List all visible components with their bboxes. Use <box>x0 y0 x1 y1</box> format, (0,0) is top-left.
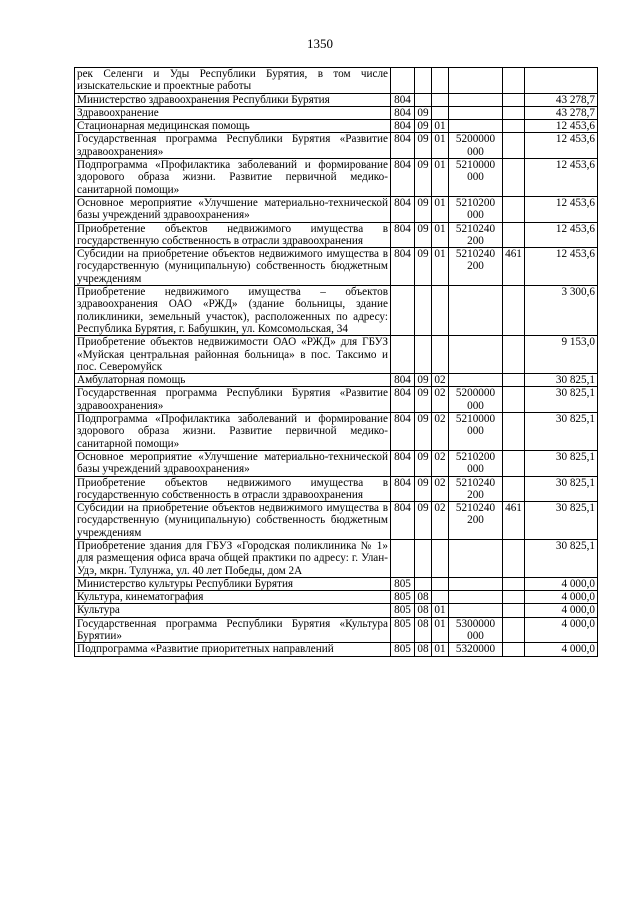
row-csr-cell <box>449 539 503 577</box>
row-vr-cell <box>503 106 525 119</box>
row-pr-cell <box>432 539 449 577</box>
row-name-cell: Субсидии на приобретение объектов недвижимого имущества в государственную (муниципальную) собственность бюджетным учреждениям <box>75 248 391 286</box>
row-name-cell: Государственная программа Республики Бурятия «Культура Бурятии» <box>75 617 391 643</box>
row-csr-cell: 5210240 200 <box>449 222 503 248</box>
row-vr-cell <box>503 604 525 617</box>
row-pr-cell: 01 <box>432 133 449 159</box>
budget-table <box>74 67 598 657</box>
row-name-cell: Государственная программа Республики Бурятия «Развитие здравоохранения» <box>75 133 391 159</box>
row-vr-cell <box>503 286 525 336</box>
row-ved-cell <box>391 286 415 336</box>
row-sum-cell: 30 825,1 <box>525 502 598 540</box>
row-vr-cell <box>503 93 525 106</box>
row-pr-cell <box>432 336 449 374</box>
row-csr-cell <box>449 106 503 119</box>
row-csr-cell <box>449 93 503 106</box>
row-sum-cell: 43 278,7 <box>525 106 598 119</box>
row-vr-cell <box>503 413 525 451</box>
row-name-cell: Министерство культуры Республики Бурятия <box>75 577 391 590</box>
row-rz-cell <box>415 93 432 106</box>
row-name-cell: Подпрограмма «Профилактика заболеваний и формирование здорового образа жизни. Развитие первичной медико-санитарной помощи» <box>75 413 391 451</box>
row-pr-cell <box>432 286 449 336</box>
row-ved-cell: 804 <box>391 120 415 133</box>
row-ved-cell <box>391 539 415 577</box>
row-rz-cell: 08 <box>415 617 432 643</box>
row-vr-cell <box>503 617 525 643</box>
row-vr-cell: 461 <box>503 502 525 540</box>
table-row <box>75 387 598 413</box>
row-rz-cell: 09 <box>415 374 432 387</box>
table-row <box>75 120 598 133</box>
row-vr-cell <box>503 591 525 604</box>
row-name-cell: Подпрограмма «Профилактика заболеваний и формирование здорового образа жизни. Развитие первичной медико-санитарной помощи» <box>75 159 391 197</box>
row-name-cell: Приобретение здания для ГБУЗ «Городская поликлиника № 1» для размещения офиса врача общей практики по адресу: г. Улан-Удэ, мкрн. Тулунжа, ул. 40 лет Победы, дом 2А <box>75 539 391 577</box>
row-name-cell: Культура, кинематография <box>75 591 391 604</box>
row-sum-cell: 12 453,6 <box>525 222 598 248</box>
row-sum-cell: 43 278,7 <box>525 93 598 106</box>
row-name-cell: Стационарная медицинская помощь <box>75 120 391 133</box>
row-pr-cell <box>432 93 449 106</box>
row-ved-cell: 805 <box>391 591 415 604</box>
row-csr-cell <box>449 591 503 604</box>
row-vr-cell <box>503 222 525 248</box>
row-pr-cell: 02 <box>432 476 449 502</box>
row-name-cell: Подпрограмма «Развитие приоритетных направлений <box>75 643 391 656</box>
row-name-cell: Государственная программа Республики Бурятия «Развитие здравоохранения» <box>75 387 391 413</box>
row-sum-cell: 12 453,6 <box>525 196 598 222</box>
row-rz-cell: 08 <box>415 643 432 656</box>
row-name-cell: Основное мероприятие «Улучшение материально-технической базы учреждений здравоохранения» <box>75 450 391 476</box>
row-rz-cell: 09 <box>415 413 432 451</box>
table-row <box>75 222 598 248</box>
row-sum-cell: 4 000,0 <box>525 643 598 656</box>
row-ved-cell: 805 <box>391 577 415 590</box>
row-pr-cell <box>432 68 449 94</box>
row-name-cell: Здравоохранение <box>75 106 391 119</box>
row-pr-cell: 02 <box>432 374 449 387</box>
row-pr-cell: 01 <box>432 120 449 133</box>
table-row <box>75 643 598 656</box>
table-row <box>75 502 598 540</box>
table-row <box>75 286 598 336</box>
row-sum-cell: 3 300,6 <box>525 286 598 336</box>
row-sum-cell: 30 825,1 <box>525 374 598 387</box>
table-row <box>75 248 598 286</box>
table-row <box>75 577 598 590</box>
row-rz-cell: 09 <box>415 248 432 286</box>
row-sum-cell: 30 825,1 <box>525 413 598 451</box>
row-sum-cell: 30 825,1 <box>525 476 598 502</box>
row-pr-cell <box>432 577 449 590</box>
table-row <box>75 133 598 159</box>
row-rz-cell: 08 <box>415 591 432 604</box>
row-name-cell: Приобретение недвижимого имущества – объектов здравоохранения ОАО «РЖД» (здание больницы, здание поликлиники, земельный участок), расположенных по адресу: Республика Бурятия, г. Бабушкин, ул. Комсомольская, 34 <box>75 286 391 336</box>
row-ved-cell: 804 <box>391 196 415 222</box>
table-row <box>75 196 598 222</box>
row-vr-cell <box>503 133 525 159</box>
row-rz-cell: 09 <box>415 387 432 413</box>
table-row <box>75 604 598 617</box>
row-vr-cell <box>503 643 525 656</box>
row-pr-cell: 02 <box>432 450 449 476</box>
row-csr-cell: 5300000 000 <box>449 617 503 643</box>
row-sum-cell: 4 000,0 <box>525 577 598 590</box>
row-vr-cell <box>503 387 525 413</box>
row-name-cell: рек Селенги и Уды Республики Бурятия, в том числе изыскательские и проектные работы <box>75 68 391 94</box>
row-csr-cell <box>449 68 503 94</box>
table-row <box>75 617 598 643</box>
row-ved-cell: 804 <box>391 387 415 413</box>
row-pr-cell: 01 <box>432 159 449 197</box>
row-sum-cell: 4 000,0 <box>525 604 598 617</box>
row-vr-cell <box>503 476 525 502</box>
row-csr-cell: 5210240 200 <box>449 476 503 502</box>
row-name-cell: Амбулаторная помощь <box>75 374 391 387</box>
page-number: 1350 <box>307 36 333 51</box>
row-csr-cell: 5210240 200 <box>449 502 503 540</box>
row-ved-cell: 804 <box>391 450 415 476</box>
row-name-cell: Приобретение объектов недвижимого имущества в государственную собственность в отрасли здравоохранения <box>75 222 391 248</box>
row-name-cell: Министерство здравоохранения Республики Бурятия <box>75 93 391 106</box>
row-ved-cell: 805 <box>391 643 415 656</box>
row-name-cell: Приобретение объектов недвижимости ОАО «РЖД» для ГБУЗ «Муйская центральная районная больница» в пос. Таксимо и пос. Северомуйск <box>75 336 391 374</box>
row-ved-cell: 804 <box>391 476 415 502</box>
row-pr-cell: 01 <box>432 643 449 656</box>
row-csr-cell: 5200000 000 <box>449 387 503 413</box>
row-pr-cell <box>432 106 449 119</box>
row-ved-cell: 804 <box>391 106 415 119</box>
row-sum-cell: 4 000,0 <box>525 617 598 643</box>
row-csr-cell: 5210240 200 <box>449 248 503 286</box>
row-vr-cell <box>503 68 525 94</box>
row-rz-cell: 09 <box>415 120 432 133</box>
row-vr-cell <box>503 539 525 577</box>
table-row <box>75 159 598 197</box>
row-vr-cell <box>503 196 525 222</box>
row-rz-cell: 09 <box>415 450 432 476</box>
row-rz-cell <box>415 286 432 336</box>
table-row <box>75 539 598 577</box>
row-vr-cell <box>503 450 525 476</box>
row-rz-cell: 09 <box>415 196 432 222</box>
row-csr-cell: 5210200 000 <box>449 450 503 476</box>
row-csr-cell: 5320000 <box>449 643 503 656</box>
row-vr-cell <box>503 120 525 133</box>
row-vr-cell <box>503 336 525 374</box>
row-ved-cell: 804 <box>391 93 415 106</box>
row-rz-cell <box>415 577 432 590</box>
row-pr-cell: 02 <box>432 387 449 413</box>
row-ved-cell: 804 <box>391 133 415 159</box>
row-csr-cell: 5200000 000 <box>449 133 503 159</box>
table-row <box>75 106 598 119</box>
table-row <box>75 336 598 374</box>
row-csr-cell <box>449 577 503 590</box>
row-sum-cell: 30 825,1 <box>525 450 598 476</box>
table-row <box>75 450 598 476</box>
row-csr-cell <box>449 120 503 133</box>
table-row <box>75 93 598 106</box>
row-name-cell: Приобретение объектов недвижимого имущества в государственную собственность в отрасли здравоохранения <box>75 476 391 502</box>
row-pr-cell: 01 <box>432 604 449 617</box>
row-pr-cell: 02 <box>432 413 449 451</box>
row-pr-cell: 02 <box>432 502 449 540</box>
row-ved-cell <box>391 68 415 94</box>
row-sum-cell: 9 153,0 <box>525 336 598 374</box>
row-sum-cell: 12 453,6 <box>525 159 598 197</box>
row-csr-cell <box>449 604 503 617</box>
row-vr-cell: 461 <box>503 248 525 286</box>
row-rz-cell: 09 <box>415 106 432 119</box>
table-row <box>75 476 598 502</box>
row-ved-cell: 805 <box>391 617 415 643</box>
row-vr-cell <box>503 159 525 197</box>
row-vr-cell <box>503 577 525 590</box>
row-rz-cell <box>415 539 432 577</box>
row-csr-cell <box>449 336 503 374</box>
row-rz-cell <box>415 68 432 94</box>
table-row <box>75 68 598 94</box>
row-csr-cell: 5210000 000 <box>449 413 503 451</box>
row-pr-cell: 01 <box>432 196 449 222</box>
row-csr-cell <box>449 286 503 336</box>
row-rz-cell: 09 <box>415 502 432 540</box>
row-ved-cell: 804 <box>391 159 415 197</box>
row-rz-cell: 09 <box>415 159 432 197</box>
table-row <box>75 413 598 451</box>
row-ved-cell: 805 <box>391 604 415 617</box>
row-ved-cell: 804 <box>391 374 415 387</box>
row-pr-cell: 01 <box>432 617 449 643</box>
row-ved-cell: 804 <box>391 248 415 286</box>
row-csr-cell: 5210200 000 <box>449 196 503 222</box>
row-ved-cell: 804 <box>391 222 415 248</box>
row-pr-cell: 01 <box>432 222 449 248</box>
table-row <box>75 591 598 604</box>
row-pr-cell <box>432 591 449 604</box>
row-ved-cell <box>391 336 415 374</box>
row-pr-cell: 01 <box>432 248 449 286</box>
row-sum-cell: 12 453,6 <box>525 248 598 286</box>
row-sum-cell: 4 000,0 <box>525 591 598 604</box>
row-sum-cell: 12 453,6 <box>525 120 598 133</box>
row-rz-cell: 09 <box>415 476 432 502</box>
row-csr-cell: 5210000 000 <box>449 159 503 197</box>
row-csr-cell <box>449 374 503 387</box>
row-name-cell: Субсидии на приобретение объектов недвижимого имущества в государственную (муниципальную) собственность бюджетным учреждениям <box>75 502 391 540</box>
row-rz-cell: 09 <box>415 222 432 248</box>
row-ved-cell: 804 <box>391 413 415 451</box>
row-sum-cell: 30 825,1 <box>525 539 598 577</box>
table-row <box>75 374 598 387</box>
row-sum-cell <box>525 68 598 94</box>
row-name-cell: Культура <box>75 604 391 617</box>
row-sum-cell: 30 825,1 <box>525 387 598 413</box>
row-rz-cell: 09 <box>415 133 432 159</box>
row-rz-cell <box>415 336 432 374</box>
row-ved-cell: 804 <box>391 502 415 540</box>
row-sum-cell: 12 453,6 <box>525 133 598 159</box>
row-rz-cell: 08 <box>415 604 432 617</box>
row-name-cell: Основное мероприятие «Улучшение материально-технической базы учреждений здравоохранения» <box>75 196 391 222</box>
row-vr-cell <box>503 374 525 387</box>
